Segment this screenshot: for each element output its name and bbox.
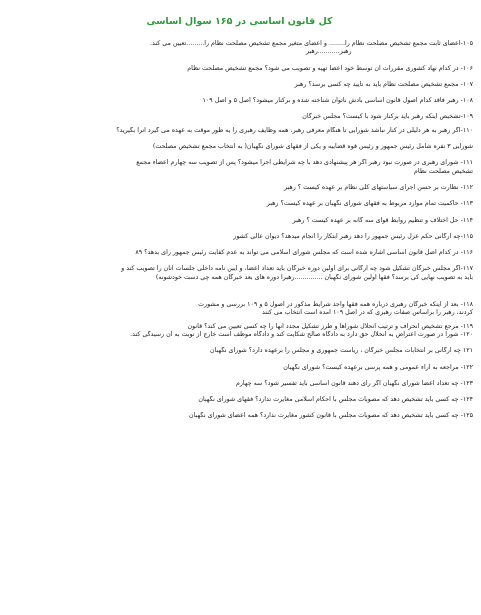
- question-118: ۱۱۸- بعد از اینکه خبرگان رهبری درباره همه فقها واجد شرایط مذکور در اصول ۵ و ۱۰۹ بررسی و مشورت: [198, 301, 473, 309]
- question-106: ۱۰۶- در کدام نهاد کشوری مقررات آن توسط خود اعضا تهیه و تصویب می شود؟ مجمع تشخیص مصلحت نظام: [187, 64, 473, 72]
- question-121: ۱۲۱ چه ارگانی بر انتخابات مجلس خبرگان ، ریاست جمهوری و مجلس را برعهده دارد؟ شورای نگهبان: [209, 347, 473, 355]
- question-114: ۱۱۴- حل اختلاف و تنظیم روابط قوای سه گانه بر عهده کیست ؟ رهبر: [292, 216, 473, 224]
- question-118-continued: کردند، رهبر را براساس صفات رهبری که در اصل ۱۰۹ آمده است انتخاب می کنند: [261, 309, 473, 317]
- question-112: ۱۱۲- نظارت بر حسن اجرای سیاستهای کلی نظام بر عهده کیست ؟ رهبر: [284, 183, 473, 191]
- question-123: ۱۲۳- چه تعداد اعضا شورای نگهبان اگر رای دهند قانون اساسی باید تفسیر شود؟ سه چهارم: [235, 379, 473, 387]
- question-120: ۱۲۰- شورا در صورت اعتراض به انحلال حق دارد به دادگاه صالح شکایت کند و دادگاه موظف است خارج از نوبت به آن رسیدگی کند.: [130, 330, 473, 338]
- question-117: ۱۱۷-اگر مجلس خبرگان تشکیل شود چه ارگانی برای اولین دوره خبرگان باید تعداد اعضا، و آیین نامه داخلی جلسات آنان را تصویب کند و: [121, 265, 473, 273]
- question-105: ۱۰۵-اعضای ثابت مجمع تشخیص مصلحت نظام را........ و اعضای متغیر مجمع تشخیص مصلحت نظام را.........تعیین می کند.: [150, 40, 473, 47]
- question-124: ۱۲۴- چه کسی باید تشخیص دهد که مصوبات مجلس با احکام اسلامی مغایرت ندارد؟ فقهای شورای نگهبان: [198, 396, 473, 404]
- question-115: ۱۱۵-چه ارگانی حکم عزل رئیس جمهور را دهد رهبر ابتکار را انجام میدهد؟ دیوان عالی کشور: [233, 232, 473, 240]
- question-122: ۱۲۲- مراجعه به آراء عمومی و همه پرسی برعهده کیست؟ شورای نگهبان: [283, 363, 473, 371]
- question-109: ۱۰۹-تشخیص اینکه رهبر باید برکنار شود با کیست؟ مجلس خبرگان: [302, 113, 473, 121]
- page-title: کل قانون اساسی در ۱۶۵ سوال اساسی: [146, 16, 333, 27]
- question-111: ۱۱۱- شورای رهبری در صورت نبود رهبر اگر هر پیشنهادی دهد با چه شرایطی اجرا میشود؟ پس از تصویب سه چهارم اعضاء مجمع: [136, 159, 473, 167]
- question-116: ۱۱۶- در کدام اصل قانون اساسی اشاره شده است که مجلس شورای اسلامی می تواند به عدم کفایت رئیس جمهور رای بدهد؟ ۸۹: [135, 249, 473, 257]
- question-105-answer: رهبر...........رهبر: [306, 48, 352, 56]
- question-110: ۱۱۰-اگر رهبر به هر دلیلی در کنار نباشد شورایی تا هنگام معرفی رهبر، همه وظایف رهبری را به طور موقت به عهده می گیرد آنرا بگیرید؟: [116, 126, 473, 134]
- question-119: ۱۱۹- مرجع تشخیص انحراف و ترتیب انحلال شوراها و طرز تشکیل مجدد آنها را چه کسی تعیین می کند؟ قانون: [187, 322, 473, 330]
- question-108: ۱۰۸- رهبر فاقد کدام اصول قانون اساسی بادش ناتوان شناخته شده و برکنار میشود؟ اصل ۵ و اصل ۱۰۹: [202, 97, 473, 105]
- question-117-answer: باید به تصویب نهایی کی برسد؟ فقها اولین شورای نگهبان ..............رهبرا دوره های بعد خبرگان همه چی دست خودشونه): [155, 273, 473, 281]
- question-110-answer: شورایی ۳ نفره شامل رئیس جمهور و رئیس قوه قضاییه و یکی از فقهای شورای نگهبان( به انتخاب مجمع تشخیص مصلحت): [152, 143, 473, 151]
- question-107: ۱۰۷- مجمع تشخیص مصلحت نظام باید به تایید چه کسی برسد؟ رهبر: [294, 80, 473, 88]
- question-111-answer: تشخیص مصلحت نظام: [414, 167, 473, 175]
- question-125: ۱۲۵- چه کسی باید تشخیص دهد که مصوبات مجلس با قانون کشور مغایرت ندارد؟ همه اعضای شورای نگهبان: [189, 412, 473, 420]
- question-113: ۱۱۳- حاکمیت تمام موارد مربوط به فقهای شورای نگهبان بر عهده کیست؟ رهبر: [266, 200, 473, 208]
